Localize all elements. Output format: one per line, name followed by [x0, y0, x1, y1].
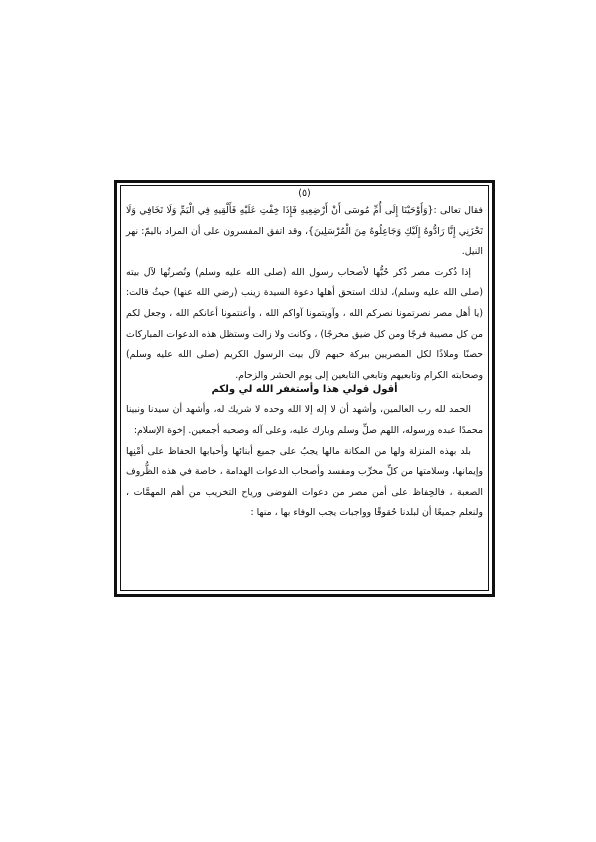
paragraph-praise: الحمد لله رب العالمين، وأشهد أن لا إله إلا الله وحده لا شريك له، وأشهد أن سيدنا ونبينا محمدًا عبده ورسوله، اللهم صلِّ وسلم وبارك عليه، وعلى آله وصحبه أجمعين. إخوة الإسلام: [126, 404, 483, 436]
document-page [126, 186, 483, 586]
paragraph-egypt: إذا ذُكرت مصر ذُكر حُبُّها لأصحاب رسول الله (صلى الله عليه وسلم) ونُصرتُها لآل بيته (صلى الله عليه وسلم)، لذلك استحق أهلها دعوة السيدة زينب (رضي الله عنها) حيثُ قالت: (يا أهل مصر نصرتمونا نصركم الله ، وآويتمونا آواكم الله ، وأعنتمونا أعانكم الله ، وجعل لكم من كل مصيبة فرجًا ومن كل ضيق مخرجًا) ، وكانت ولا زالت وستظل هذه الدعوات المباركات حصنًا وملاذًا لكل المصريين ببركة حبهم لآل بيت الرسول الكريم (صلى الله عليه وسلم) وصحابته الكرام وتابعيهم وتابعي التابعين إلى يوم الحشر والزحام. [126, 266, 483, 381]
section-heading: أقول قولي هذا وأستغفر الله لي ولكم [211, 384, 398, 396]
paragraph-verse: فقال تعالى :{وَأَوْحَيْنَا إِلَى أُمِّ مُوسَى أَنْ أَرْضِعِيهِ فَإِذَا خِفْتِ عَلَيْهِ فَأَلْقِيهِ فِي الْيَمِّ وَلَا تَخَافِي وَلَا تَحْزَنِي إِنَّا رَادُّوهُ إِلَيْكِ وَجَاعِلُوهُ مِنَ الْمُرْسَلِينَ}، وقد اتفق المفسرون على أن المراد باليمّ: نهر النيل. [126, 205, 483, 258]
paragraph-duties: بلد بهذه المنزلة ولها من المكانة مالها يجبُ على جميع أبنائها وأحبابها الحفاظ على أمْنِها وإيمانها، وسلامتها من كلِّ مخرِّب ومفسد وأصحاب الدعوات الهدامة ، خاصة في هذه الظُّروف الصعبة ، فالحِفاظ على أمن مصر من دعوات الفوضى ورياح التخريب من أهم المهمَّات ، ولنعلم جميعًا أن لبلدنا حُقوقًا وواجبات يجب الوفاء بها ، منها : [126, 445, 483, 519]
page-number: (٥) [298, 188, 311, 199]
